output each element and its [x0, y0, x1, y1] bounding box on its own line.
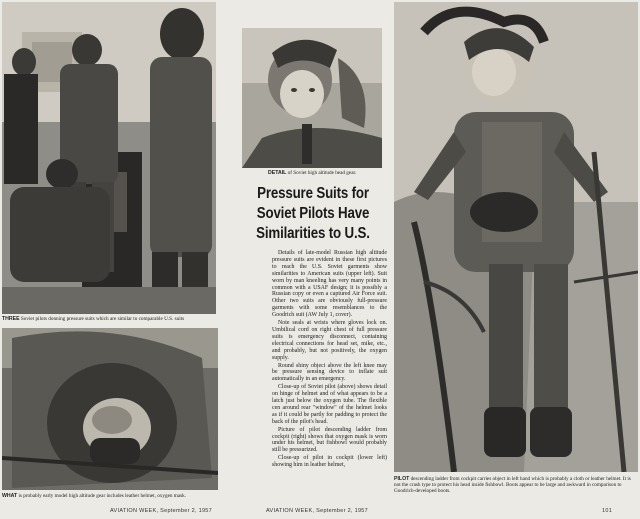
article-paragraph: Round shiny object above the left knee may be pressure sensing device to inflate suit automatically in an emergency.	[272, 362, 387, 383]
article-headline	[249, 184, 378, 244]
headline-line-3: Similarities to U.S.	[256, 225, 370, 242]
article-paragraph: Close-up of Soviet pilot (above) shows detail on hinge of helmet and of what appears to be a latch just below the oxygen tube. The flexible cen around rear "window" of the helmet looks as if it could be partly for padding to protect the back of the pilot's head.	[272, 384, 387, 425]
caption-text: descending ladder from cockpit carries object in left hand which is probably a cloth or leather helmet. It is not the crash type to protect his head inside fishbowl. Boots appear to be large and awkward in comparison to Goodrich-developed boots.	[394, 476, 631, 495]
photo-head-gear-detail	[242, 28, 382, 168]
folio-center: AVIATION WEEK, September 2, 1957	[266, 508, 369, 514]
headline-line-1: Pressure Suits for	[257, 185, 369, 202]
caption-three-pilots	[2, 316, 218, 322]
caption-text: is probably early model high altitude gear includes leather helmet, oxygen mask.	[18, 493, 187, 499]
caption-lead: THREE	[2, 316, 20, 322]
photo-early-gear	[2, 328, 218, 490]
caption-lead: DETAIL	[268, 170, 287, 176]
folio-left: AVIATION WEEK, September 2, 1957	[110, 508, 213, 514]
caption-head-gear	[268, 170, 388, 176]
caption-text: Soviet pilots donning pressure suits which are similar to comparable U.S. suits	[20, 316, 185, 322]
article-paragraph: Note seals at wrists where gloves lock on. Umbilical cord on right chest of full pressure suits is emergency disconnect, containing electrical connections for head set, mike, etc., and probably, but not positively, the oxygen supply.	[272, 320, 387, 361]
headline-line-2: Soviet Pilots Have	[256, 205, 370, 222]
caption-lead: WHAT	[2, 493, 18, 499]
caption-text: of Soviet high altitude head gear.	[287, 170, 357, 176]
article-paragraph: Details of late-model Russian high altitude pressure suits are evident in these first pictures to reach the U.S. Soviet garments show similarities to American suits (upper left). Suit worn by man kneeling has very many points in common with a USAF design; it is possibly a Russian copy or even a captured Air Force suit. Other two suits are obviously full-pressure garments with some resemblances to the Goodrich suit (AW July 1, cover).	[272, 250, 387, 319]
article-paragraph: Close-up of pilot in cockpit (lower left) showing him in leather helmet,	[272, 455, 387, 469]
caption-early-gear	[2, 493, 218, 499]
caption-lead: PILOT	[394, 476, 410, 482]
photo-three-pilots	[2, 2, 216, 314]
photo-pilot-ladder	[394, 2, 638, 472]
folio-page-number: 101	[602, 508, 613, 514]
article-body	[272, 250, 387, 470]
caption-pilot-ladder	[394, 476, 638, 495]
article-paragraph: Picture of pilot descending ladder from cockpit (right) shows that oxygen mask is worn under his helmet, but fishbowl would probably still be pressurized.	[272, 426, 387, 454]
